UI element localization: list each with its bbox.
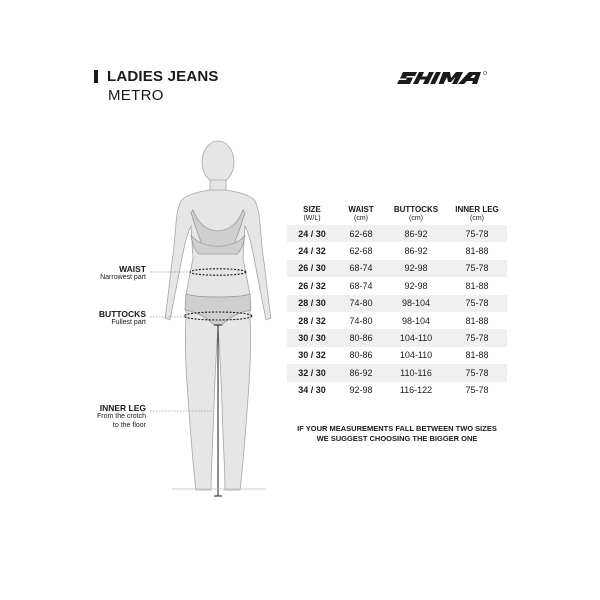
table-row bbox=[287, 225, 507, 242]
header-unit: (W/L) bbox=[303, 215, 321, 222]
buttocks-cell: 92-98 bbox=[404, 280, 428, 291]
header-label: WAIST bbox=[348, 205, 374, 214]
buttocks-cell: 104-110 bbox=[385, 329, 447, 346]
inner-leg-cell: 81-88 bbox=[465, 246, 489, 257]
sizing-note-line-1: IF YOUR MEASUREMENTS FALL BETWEEN TWO SIZES bbox=[297, 424, 497, 433]
table-row bbox=[287, 347, 507, 364]
size-cell: 26 / 30 bbox=[287, 260, 337, 277]
inner-leg-cell: 75-78 bbox=[447, 364, 507, 381]
header-unit: (cm) bbox=[409, 215, 423, 222]
buttocks-annotation bbox=[70, 309, 146, 328]
size-cell: 24 / 32 bbox=[298, 246, 326, 257]
waist-cell: 92-98 bbox=[349, 385, 373, 396]
inner-leg-cell: 75-78 bbox=[447, 295, 507, 312]
buttocks-cell: 98-104 bbox=[385, 295, 447, 312]
size-cell: 34 / 30 bbox=[298, 385, 326, 396]
size-cell: 30 / 32 bbox=[298, 350, 326, 361]
header-waist bbox=[337, 203, 385, 225]
header-label: BUTTOCKS bbox=[393, 205, 439, 214]
buttocks-cell: 86-92 bbox=[385, 225, 447, 242]
sizing-note-line-2: WE SUGGEST CHOOSING THE BIGGER ONE bbox=[316, 434, 478, 443]
inner-leg-cell: 75-78 bbox=[447, 225, 507, 242]
page-subtitle: METRO bbox=[108, 87, 164, 104]
buttocks-label: BUTTOCKS bbox=[98, 309, 146, 319]
inner-leg-cell: 81-88 bbox=[465, 315, 489, 326]
waist-cell: 74-80 bbox=[337, 295, 385, 312]
buttocks-cell: 86-92 bbox=[404, 246, 428, 257]
inner-leg-cell: 81-88 bbox=[465, 350, 489, 361]
waist-cell: 80-86 bbox=[349, 350, 373, 361]
size-cell: 28 / 32 bbox=[298, 315, 326, 326]
waist-cell: 68-74 bbox=[337, 260, 385, 277]
table-row bbox=[287, 242, 507, 259]
inner-leg-annotation bbox=[70, 403, 146, 430]
page-title: LADIES JEANS bbox=[107, 68, 219, 85]
size-table bbox=[287, 203, 507, 399]
inner-leg-cell: 75-78 bbox=[447, 260, 507, 277]
waist-cell: 68-74 bbox=[349, 280, 373, 291]
buttocks-description: Fullest part bbox=[111, 319, 146, 326]
header-buttocks bbox=[385, 203, 447, 225]
waist-annotation bbox=[70, 264, 146, 283]
header-label: SIZE bbox=[303, 205, 321, 214]
size-cell: 24 / 30 bbox=[287, 225, 337, 242]
inner-leg-cell: 75-78 bbox=[447, 329, 507, 346]
waist-cell: 62-68 bbox=[337, 225, 385, 242]
inner-leg-cell: 75-78 bbox=[465, 385, 489, 396]
waist-cell: 80-86 bbox=[337, 329, 385, 346]
buttocks-cell: 104-110 bbox=[399, 350, 433, 361]
waist-cell: 62-68 bbox=[349, 246, 373, 257]
table-row bbox=[287, 312, 507, 329]
table-header-row bbox=[287, 203, 507, 225]
table-row bbox=[287, 260, 507, 277]
header-unit: (cm) bbox=[470, 215, 484, 222]
size-cell: 28 / 30 bbox=[287, 295, 337, 312]
table-row bbox=[287, 277, 507, 294]
table-row bbox=[287, 329, 507, 346]
waist-cell: 74-80 bbox=[349, 315, 373, 326]
waist-cell: 86-92 bbox=[337, 364, 385, 381]
header-unit: (cm) bbox=[354, 215, 368, 222]
header-inner-leg bbox=[447, 203, 507, 225]
header-label: INNER LEG bbox=[455, 205, 499, 214]
buttocks-cell: 116-122 bbox=[399, 385, 433, 396]
inner-leg-label: INNER LEG bbox=[99, 403, 146, 413]
inner-leg-cell: 81-88 bbox=[465, 280, 489, 291]
buttocks-cell: 110-116 bbox=[385, 364, 447, 381]
inner-leg-description-1: From the crotch bbox=[96, 413, 146, 420]
size-cell: 26 / 32 bbox=[298, 280, 326, 291]
size-cell: 30 / 30 bbox=[287, 329, 337, 346]
table-row bbox=[287, 364, 507, 381]
table-row bbox=[287, 295, 507, 312]
buttocks-cell: 92-98 bbox=[385, 260, 447, 277]
waist-label: WAIST bbox=[119, 264, 146, 274]
header-size bbox=[287, 203, 337, 225]
inner-leg-description-2: to the floor bbox=[112, 421, 146, 429]
table-row bbox=[287, 382, 507, 399]
waist-description: Narrowest part bbox=[100, 274, 146, 281]
sizing-note bbox=[287, 424, 507, 444]
size-cell: 32 / 30 bbox=[287, 364, 337, 381]
buttocks-cell: 98-104 bbox=[401, 315, 431, 326]
